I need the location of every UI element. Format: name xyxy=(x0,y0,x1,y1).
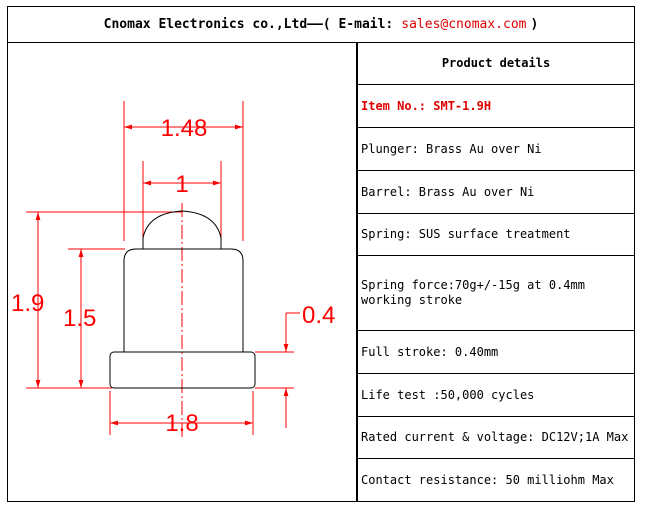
spring-force-row: Spring force:70g+/-15g at 0.4mm working stroke xyxy=(358,256,634,331)
item-number-row: Item No.: SMT-1.9H xyxy=(358,85,634,128)
barrel-outline xyxy=(124,249,243,352)
contact-resistance-row: Contact resistance: 50 milliohm Max xyxy=(361,472,614,487)
email-label: ( E-mail: xyxy=(322,17,394,32)
plunger-row: Plunger: Brass Au over Ni xyxy=(358,128,634,171)
dim-label-04: 0.4 xyxy=(302,302,336,329)
dim-label-19: 1.9 xyxy=(11,290,45,317)
product-details-table xyxy=(358,43,634,501)
life-test-row: Life test :50,000 cycles xyxy=(358,374,634,417)
header-bar xyxy=(8,7,634,43)
company-name: Cnomax Electronics co.,Ltd xyxy=(103,17,308,32)
details-title: Product details xyxy=(358,43,634,85)
dim-label-15: 1.5 xyxy=(63,305,97,332)
product-sheet xyxy=(7,6,635,502)
dim-label-1: 1 xyxy=(175,171,189,198)
technical-drawing xyxy=(8,43,358,501)
drawing-svg xyxy=(8,43,356,501)
dim-label-18: 1.8 xyxy=(165,410,199,437)
spring-row: Spring: SUS surface treatment xyxy=(358,214,634,256)
header-dash: —— xyxy=(307,17,323,32)
header-close: ) xyxy=(530,17,539,32)
barrel-row: Barrel: Brass Au over Ni xyxy=(358,171,634,214)
rated-current-row: Rated current & voltage: DC12V;1A Max xyxy=(358,417,634,459)
full-stroke-row: Full stroke: 0.40mm xyxy=(358,331,634,374)
email-link[interactable]: sales@cnomax.com xyxy=(401,17,527,32)
dim-label-148: 1.48 xyxy=(160,115,208,142)
